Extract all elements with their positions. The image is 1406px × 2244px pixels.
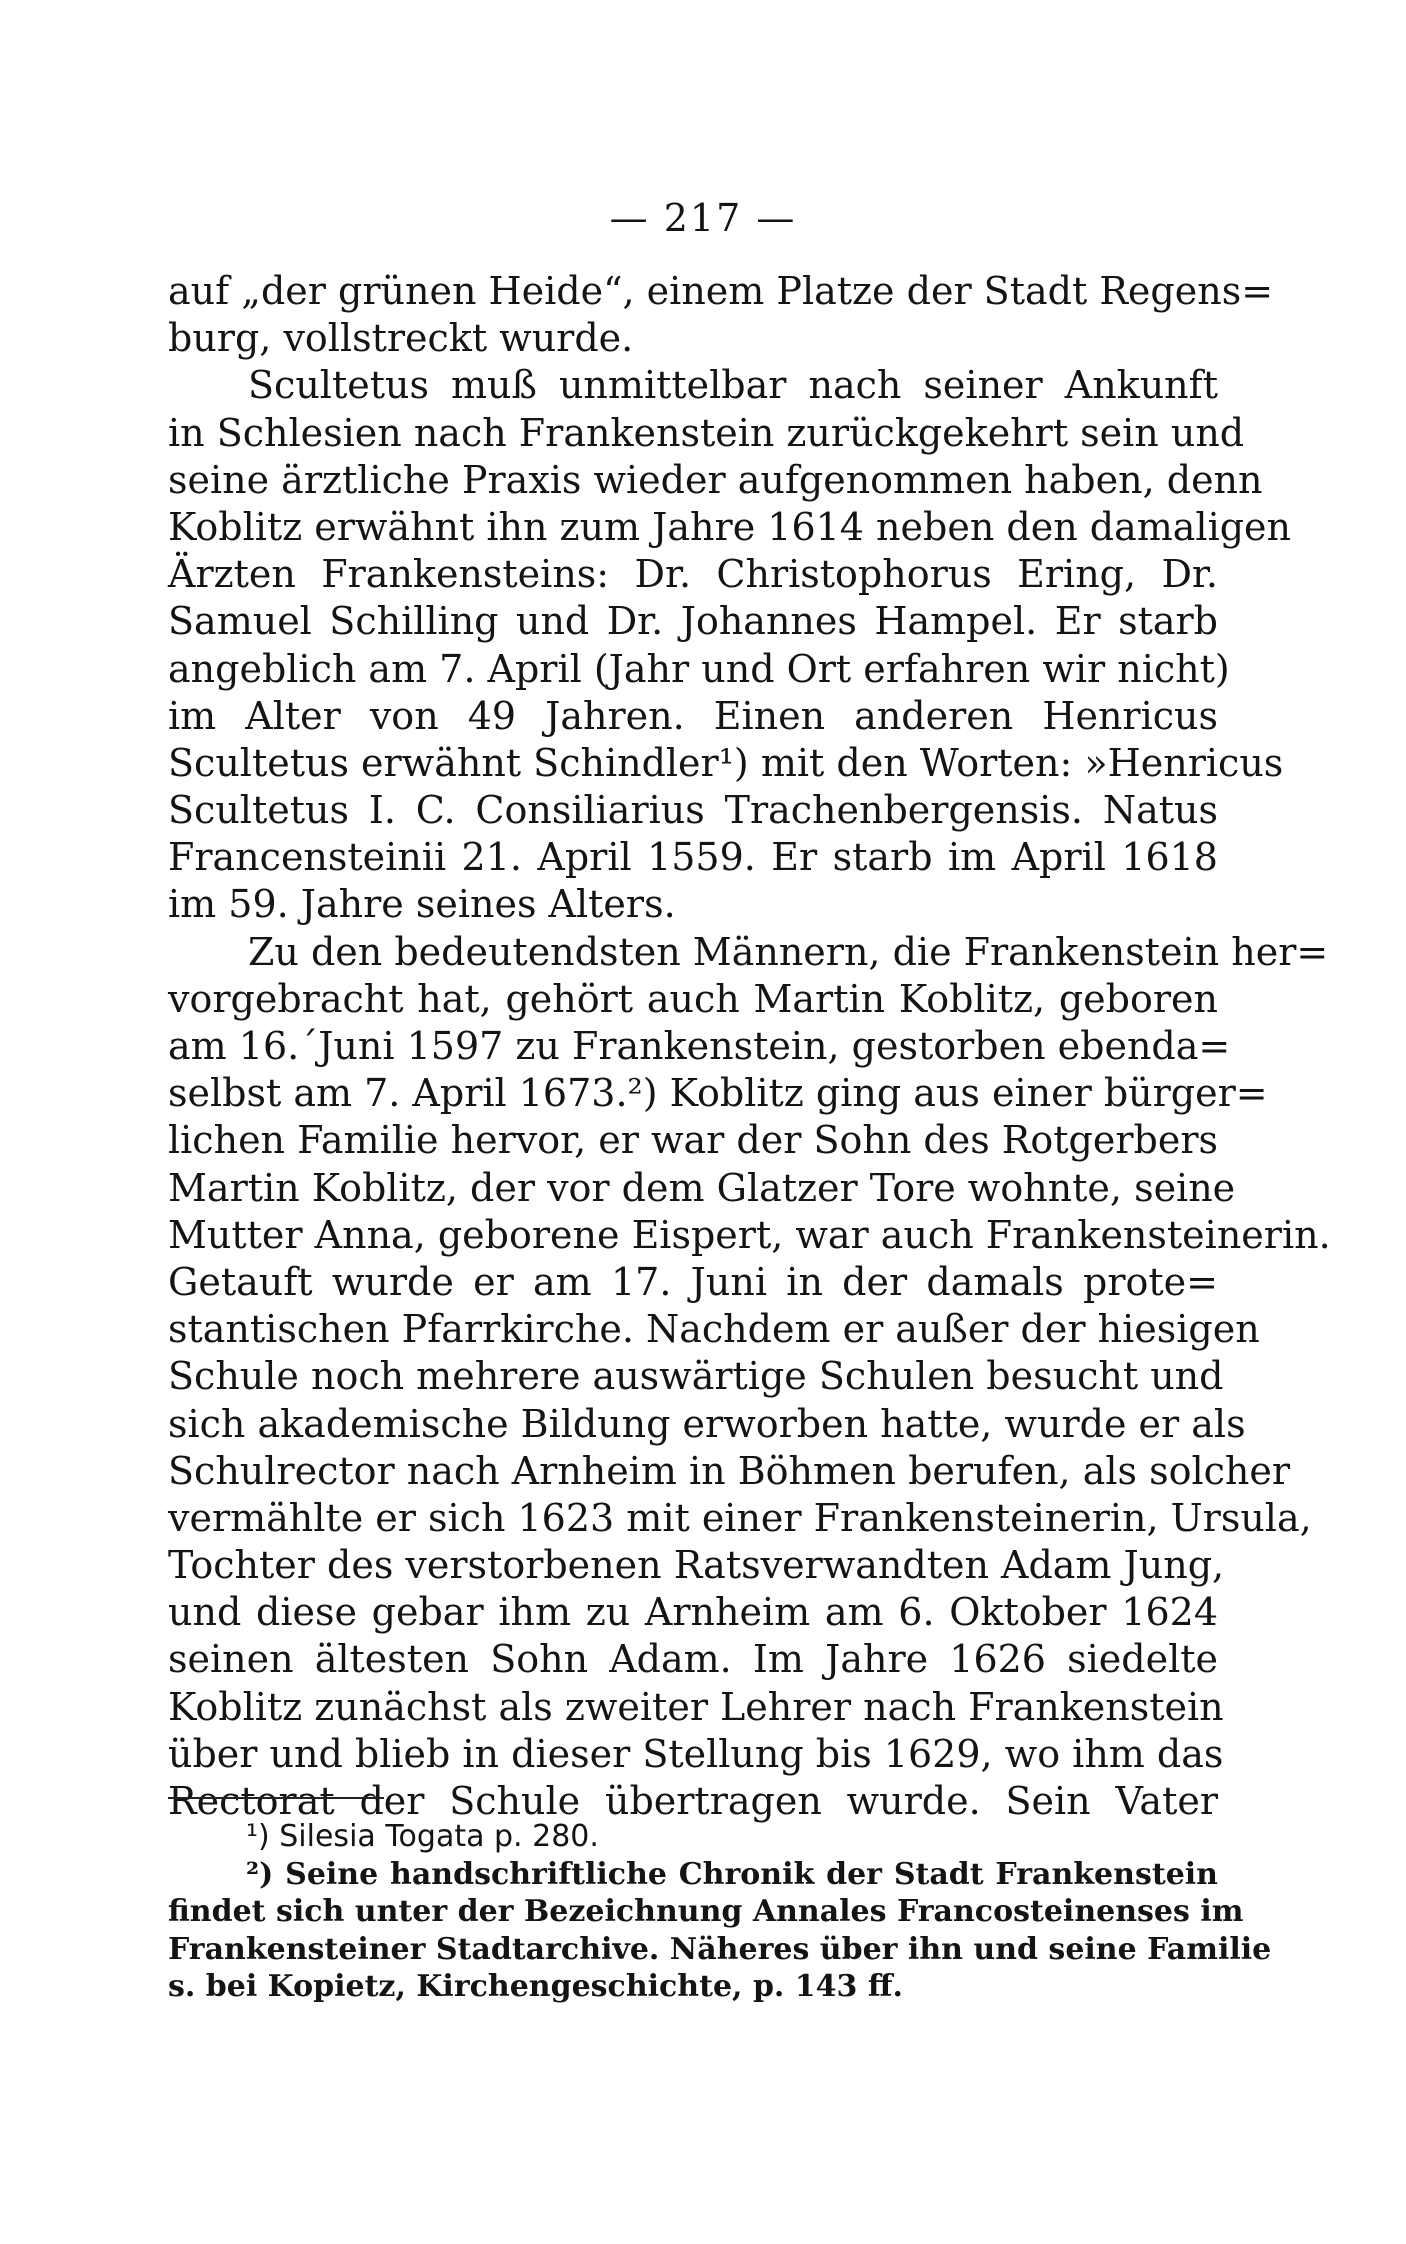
- text-line: vermählte er sich 1623 mit einer Frankensteinerin, Ursula,: [168, 1495, 1312, 1540]
- body-text: [168, 268, 1331, 1825]
- footnote-line: ¹) Silesia Togata p. 280.: [246, 1819, 599, 1854]
- text-line: im 59. Jahre seines Alters.: [168, 882, 676, 927]
- footnote-line: Frankensteiner Stadtarchive. Näheres über ihn und seine Familie: [168, 1931, 1272, 1967]
- text-line: Schulrector nach Arnheim in Böhmen berufen, als solcher: [168, 1448, 1291, 1493]
- text-line: sich akademische Bildung erworben hatte, wurde er als: [168, 1401, 1246, 1446]
- text-line: Ärzten Frankensteins: Dr. Christophorus Ering, Dr.: [168, 552, 1218, 597]
- text-line: angeblich am 7. April (Jahr und Ort erfahren wir nicht): [168, 646, 1230, 691]
- text-line: Scultetus I. C. Consiliarius Trachenbergensis. Natus: [168, 788, 1218, 833]
- text-line: Getauft wurde er am 17. Juni in der damals prote=: [168, 1259, 1218, 1304]
- footnote-line: s. bei Kopietz, Kirchengeschichte, p. 143 ff.: [168, 1969, 903, 2004]
- text-line: Tochter des verstorbenen Ratsverwandten Adam Jung,: [168, 1543, 1225, 1588]
- text-line: Scultetus muß unmittelbar nach seiner Ankunft: [248, 363, 1218, 408]
- text-line: Scultetus erwähnt Schindler¹) mit den Worten: »Henricus: [168, 740, 1284, 785]
- text-line: selbst am 7. April 1673.²) Koblitz ging aus einer bürger=: [168, 1071, 1268, 1116]
- text-line: lichen Familie hervor, er war der Sohn des Rotgerbers: [168, 1118, 1218, 1163]
- text-line: Koblitz erwähnt ihn zum Jahre 1614 neben den damaligen: [168, 504, 1292, 549]
- footnote-line: ²) Seine handschriftliche Chronik der Stadt Frankenstein: [246, 1856, 1218, 1892]
- text-line: Mutter Anna, geborene Eispert, war auch Frankensteinerin.: [168, 1212, 1331, 1257]
- text-line: burg, vollstreckt wurde.: [168, 316, 634, 361]
- text-line: seinen ältesten Sohn Adam. Im Jahre 1626 siedelte: [168, 1637, 1218, 1682]
- text-line: über und blieb in dieser Stellung bis 1629, wo ihm das: [168, 1731, 1224, 1776]
- text-line: am 16.´Juni 1597 zu Frankenstein, gestorben ebenda=: [168, 1024, 1231, 1068]
- text-line: Koblitz zunächst als zweiter Lehrer nach Frankenstein: [168, 1684, 1224, 1729]
- text-line: auf „der grünen Heide“, einem Platze der Stadt Regens=: [168, 269, 1274, 313]
- text-line: im Alter von 49 Jahren. Einen anderen Henricus: [168, 693, 1218, 738]
- text-line: und diese gebar ihm zu Arnheim am 6. Oktober 1624: [168, 1590, 1218, 1635]
- page-number: — 217 —: [609, 196, 797, 240]
- text-line: Martin Koblitz, der vor dem Glatzer Tore wohnte, seine: [168, 1165, 1236, 1210]
- text-line: Francensteinii 21. April 1559. Er starb im April 1618: [168, 835, 1218, 880]
- text-line: seine ärztliche Praxis wieder aufgenommen haben, denn: [168, 457, 1263, 502]
- text-line: vorgebracht hat, gehört auch Martin Koblitz, geboren: [168, 976, 1218, 1021]
- footnote-line: findet sich unter der Bezeichnung Annales Francosteinenses im: [168, 1894, 1244, 1929]
- text-line: Rectorat der Schule übertragen wurde. Sein Vater: [168, 1779, 1218, 1823]
- text-line: stantischen Pfarrkirche. Nachdem er außer der hiesigen: [168, 1307, 1260, 1352]
- text-line: Zu den bedeutendsten Männern, die Frankenstein her=: [248, 929, 1329, 974]
- footnotes: [168, 1818, 1272, 2006]
- text-line: in Schlesien nach Frankenstein zurückgekehrt sein und: [168, 410, 1245, 455]
- text-line: Samuel Schilling und Dr. Johannes Hampel. Er starb: [168, 599, 1218, 644]
- footnote-divider: [168, 1797, 384, 1799]
- text-line: Schule noch mehrere auswärtige Schulen besucht und: [168, 1354, 1224, 1399]
